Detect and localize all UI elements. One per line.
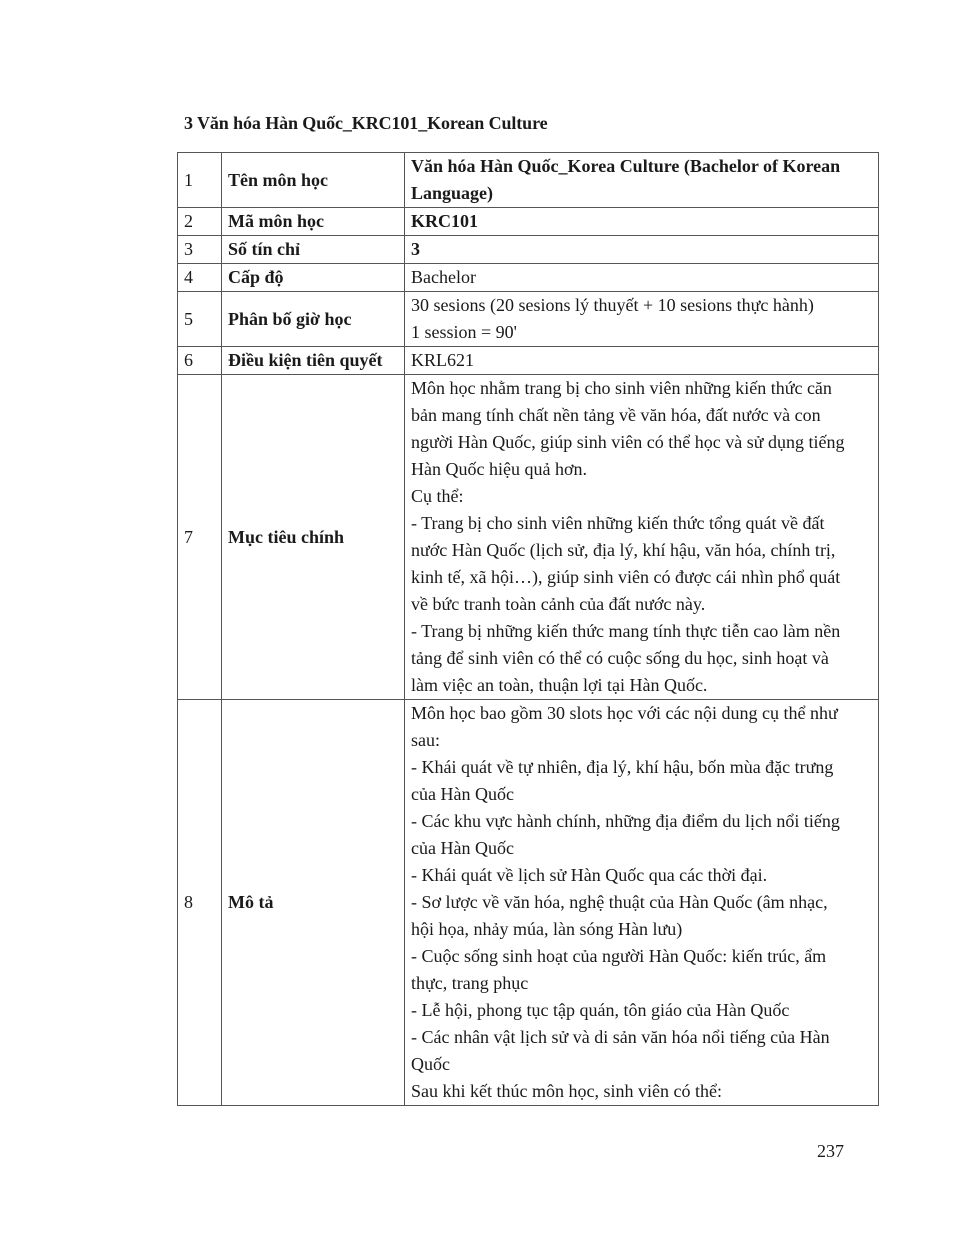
value-line: - Sơ lược về văn hóa, nghệ thuật của Hàn Quốc (âm nhạc, <box>411 892 828 912</box>
row-value-cell <box>405 700 879 1106</box>
value-line: tảng để sinh viên có thể có cuộc sống du học, sinh hoạt và <box>411 648 829 668</box>
row-label-cell: Mô tả <box>222 700 405 1106</box>
course-info-table <box>177 152 879 1106</box>
table-row <box>178 236 879 264</box>
row-label-cell: Mã môn học <box>222 208 405 236</box>
table-row <box>178 292 879 347</box>
row-number-cell: 2 <box>178 208 222 236</box>
value-line: Môn học nhằm trang bị cho sinh viên những kiến thức căn <box>411 378 832 398</box>
row-number-cell: 1 <box>178 153 222 208</box>
value-line: làm việc an toàn, thuận lợi tại Hàn Quốc. <box>411 675 708 695</box>
value-line: thực, trang phục <box>411 973 529 993</box>
row-value-cell <box>405 153 879 208</box>
value-line: - Các khu vực hành chính, những địa điểm du lịch nổi tiếng <box>411 811 840 831</box>
value-line: về bức tranh toàn cảnh của đất nước này. <box>411 594 706 614</box>
value-line: KRC101 <box>411 211 478 231</box>
value-line: - Trang bị cho sinh viên những kiến thức tổng quát về đất <box>411 513 825 533</box>
value-line: 1 session = 90' <box>411 322 517 342</box>
value-line: Hàn Quốc hiệu quả hơn. <box>411 459 587 479</box>
table-row <box>178 208 879 236</box>
table-row <box>178 700 879 1106</box>
row-number-cell: 7 <box>178 375 222 700</box>
value-line: kinh tế, xã hội…), giúp sinh viên có được cái nhìn phổ quát <box>411 567 841 587</box>
value-line: Môn học bao gồm 30 slots học với các nội dung cụ thể như <box>411 703 838 723</box>
row-value-cell <box>405 236 879 264</box>
row-value-cell <box>405 375 879 700</box>
row-number-cell: 6 <box>178 347 222 375</box>
page-number: 237 <box>817 1141 844 1161</box>
value-line: - Các nhân vật lịch sử và di sản văn hóa nổi tiếng của Hàn <box>411 1027 830 1047</box>
value-line: Language) <box>411 183 494 203</box>
section-heading: 3 Văn hóa Hàn Quốc_KRC101_Korean Culture <box>184 113 548 133</box>
value-line: Quốc <box>411 1054 450 1074</box>
row-number-cell: 8 <box>178 700 222 1106</box>
value-line: hội họa, nhảy múa, làn sóng Hàn lưu) <box>411 919 683 939</box>
row-label-cell: Số tín chỉ <box>222 236 405 264</box>
value-line: người Hàn Quốc, giúp sinh viên có thể học và sử dụng tiếng <box>411 432 845 452</box>
value-line: - Cuộc sống sinh hoạt của người Hàn Quốc: kiến trúc, ẩm <box>411 946 827 966</box>
value-line: - Lễ hội, phong tục tập quán, tôn giáo của Hàn Quốc <box>411 1000 790 1020</box>
value-line: nước Hàn Quốc (lịch sử, địa lý, khí hậu, văn hóa, chính trị, <box>411 540 836 560</box>
value-line: Bachelor <box>411 267 476 287</box>
table-row <box>178 264 879 292</box>
row-label-cell: Tên môn học <box>222 153 405 208</box>
value-line: của Hàn Quốc <box>411 784 514 804</box>
row-label-cell: Mục tiêu chính <box>222 375 405 700</box>
table-row <box>178 375 879 700</box>
value-line: Cụ thể: <box>411 486 464 506</box>
row-number-cell: 4 <box>178 264 222 292</box>
row-label-cell: Điều kiện tiên quyết <box>222 347 405 375</box>
table-row <box>178 347 879 375</box>
value-line: 3 <box>411 239 420 259</box>
table-row <box>178 153 879 208</box>
value-line: KRL621 <box>411 350 474 370</box>
row-value-cell <box>405 347 879 375</box>
row-label-cell: Cấp độ <box>222 264 405 292</box>
value-line: bản mang tính chất nền tảng về văn hóa, đất nước và con <box>411 405 821 425</box>
value-line: - Trang bị những kiến thức mang tính thực tiễn cao làm nền <box>411 621 841 641</box>
value-line: của Hàn Quốc <box>411 838 514 858</box>
row-number-cell: 3 <box>178 236 222 264</box>
value-line: - Khái quát về tự nhiên, địa lý, khí hậu, bốn mùa đặc trưng <box>411 757 834 777</box>
row-value-cell <box>405 208 879 236</box>
row-label-cell: Phân bố giờ học <box>222 292 405 347</box>
value-line: 30 sesions (20 sesions lý thuyết + 10 sesions thực hành) <box>411 295 814 315</box>
course-info-table-body <box>178 153 879 1106</box>
value-line: sau: <box>411 730 440 750</box>
value-line: - Khái quát về lịch sử Hàn Quốc qua các thời đại. <box>411 865 768 885</box>
row-value-cell <box>405 292 879 347</box>
value-line: Sau khi kết thúc môn học, sinh viên có thể: <box>411 1081 722 1101</box>
row-value-cell <box>405 264 879 292</box>
value-line: Văn hóa Hàn Quốc_Korea Culture (Bachelor of Korean <box>411 156 841 176</box>
row-number-cell: 5 <box>178 292 222 347</box>
